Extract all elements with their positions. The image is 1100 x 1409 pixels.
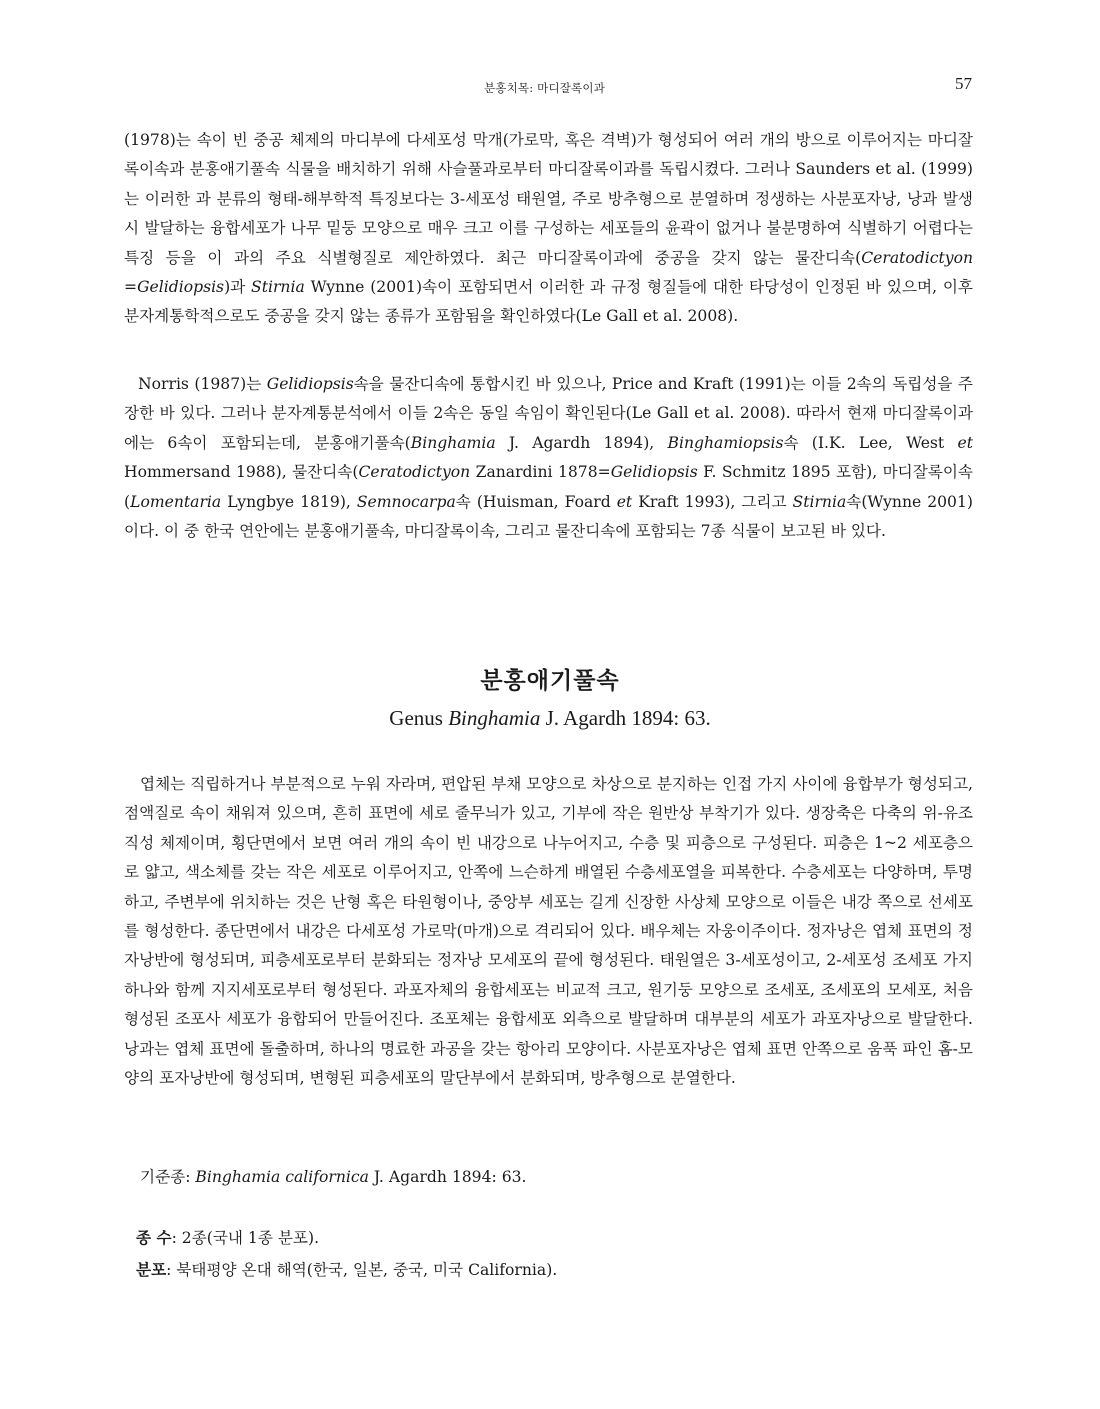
- text-run: 속을 물잔디속에 통합시킨 바 있으나, Price and Kraft (1991)는 이들 2속의 독립성을 주장한 바 있다. 그러나 분자계통분석에서 이들 2속은 동일 속임이 확인된다(Le Gall et al. 2008). 따라서 현재 마디잘록이과에는 6속이 포함되는데, 분홍애기풀속(: [124, 375, 973, 452]
- species-count-label: 종 수: [136, 1228, 172, 1247]
- text-run: F. Schmitz 1895 포함), 마디잘록이속(: [124, 463, 973, 511]
- text-run: )과: [224, 278, 252, 297]
- text-run: (1978)는 속이 빈 중공 체제의 마디부에 다세포성 막개(가로막, 혹은 격벽)가 형성되어 여러 개의 방으로 이루어지는 마디잘록이속과 분홍애기풀속 식물을 배치하기 위해 사슬풀과로부터 마디잘록이과를 독립시켰다. 그러나 Saunders et al. (1999)는 이러한 과 분류의 형태-해부학적 특징보다는 3-세포성 태원열, 주로 방추형으로 분열하며 정생하는 사분포자낭, 낭과 발생 시 발달하는 융합세포가 나무 밑둥 모양으로 매우 크고 이를 구성하는 세포들의 윤곽이 없거나 불분명하여 식별하기 어렵다는 특징 등을 이 과의 주요 식별형질로 제안하였다. 최근 마디잘록이과에 중공을 갖지 않는 물잔디속(: [124, 131, 973, 267]
- italic-text-run: Gelidiopsis: [610, 463, 698, 482]
- italic-text-run: Stirnia: [792, 492, 847, 511]
- page-number: 57: [955, 74, 972, 93]
- intro-paragraph-1: [124, 126, 973, 332]
- text-run: J. Agardh 1894),: [495, 433, 668, 452]
- italic-text-run: Binghamia californica: [195, 1168, 369, 1186]
- text-run: Genus: [389, 706, 449, 730]
- genus-description: [124, 770, 973, 1093]
- text-run: 기준종:: [140, 1168, 196, 1186]
- running-header: [0, 74, 1100, 98]
- italic-text-run: Ceratodictyon: [358, 463, 471, 482]
- text-run: 속 (I.K. Lee, West: [783, 433, 958, 452]
- italic-text-run: Binghamia: [410, 433, 496, 452]
- species-count: [136, 1226, 319, 1248]
- text-run: Hommersand 1988), 물잔디속(: [124, 463, 359, 482]
- text-run: Norris (1987)는: [138, 375, 267, 393]
- text-run: Kraft 1993), 그리고: [632, 492, 793, 511]
- genus-title-latin: [0, 706, 1100, 731]
- italic-text-run: et: [616, 492, 633, 511]
- text-run: J. Agardh 1894: 63.: [540, 706, 711, 730]
- text-run: Zanardini 1878=: [470, 463, 611, 482]
- distribution: [136, 1258, 557, 1280]
- text-run: 엽체는 직립하거나 부분적으로 누워 자라며, 편압된 부채 모양으로 차상으로 분지하는 인접 가지 사이에 융합부가 형성되고, 점액질로 속이 채워져 있으며, 흔히 표면에 세로 줄무늬가 있고, 기부에 작은 원반상 부착기가 있다. 생장축은 다축의 위-유조직성 체제이며, 횡단면에서 보면 여러 개의 속이 빈 내강으로 나누어지고, 수층 및 피층으로 구성된다. 피층은 1~2 세포층으로 얇고, 색소체를 갖는 작은 세포로 이루어지고, 안쪽에 느슨하게 배열된 수층세포열을 피복한다. 수층세포는 다양하며, 투명하고, 주변부에 위치하는 것은 난형 혹은 타원형이나, 중앙부 세포는 길게 신장한 사상체 모양으로 이들은 내강 쪽으로 선세포를 형성한다. 종단면에서 내강은 다세포성 가로막(마개)으로 격리되어 있다. 배우체는 자웅이주이다. 정자낭은 엽체 표면의 정자낭반에 형성되며, 피층세포로부터 분화되는 정자낭 모세포의 끝에 형성된다. 태원열은 3-세포성이고, 2-세포성 조세포 가지 하나와 함께 지지세포로부터 형성된다. 과포자체의 융합세포는 비교적 크고, 원기둥 모양으로 조세포, 조세포의 모세포, 처음 형성된 조포사 세포가 융합되어 만들어진다. 조포체는 융합세포 외측으로 발달하며 대부분의 세포가 과포자낭으로 발달한다. 낭과는 엽체 표면에 돌출하며, 하나의 명료한 과공을 갖는 항아리 모양이다. 사분포자낭은 엽체 표면 안쪽으로 움푹 파인 홈-모양의 포자낭반에 형성되며, 변형된 피층세포의 말단부에서 분화되며, 방추형으로 분열한다.: [124, 775, 973, 1088]
- italic-text-run: Ceratodictyon =Gelidiopsis: [124, 248, 973, 297]
- italic-text-run: Semnocarpa: [356, 492, 456, 511]
- text-run: 속(Wynne 2001)이다. 이 중 한국 연안에는 분홍애기풀속, 마디잘록이속, 그리고 물잔디속에 포함되는 7종 식물이 보고된 바 있다.: [124, 492, 973, 541]
- distribution-label: 분포: [136, 1260, 167, 1279]
- italic-text-run: Binghamia: [448, 706, 541, 730]
- text-run: J. Agardh 1894: 63.: [368, 1168, 527, 1186]
- italic-text-run: et: [957, 433, 973, 452]
- italic-text-run: Binghamiopsis: [667, 433, 784, 452]
- text-run: 속 (Huisman, Foard: [455, 492, 617, 511]
- running-title: 분홍치목: 마디잘록이과: [484, 81, 606, 95]
- species-count-value: : 2종(국내 1종 분포).: [171, 1229, 320, 1247]
- type-species: [140, 1165, 527, 1187]
- italic-text-run: Stirnia: [251, 278, 305, 297]
- italic-text-run: Lomentaria: [130, 492, 222, 511]
- italic-text-run: Gelidiopsis: [266, 375, 354, 393]
- distribution-value: : 북태평양 온대 해역(한국, 일본, 중국, 미국 California).: [166, 1261, 558, 1279]
- text-run: Lyngbye 1819),: [221, 492, 357, 511]
- text-run: Wynne (2001)속이 포함되면서 이러한 과 규정 형질들에 대한 타당성이 인정된 바 있으며, 이후 분자계통학적으로도 중공을 갖지 않는 종류가 포함됨을 확인하였다(Le Gall et al. 2008).: [124, 278, 973, 326]
- intro-paragraph-2: [124, 370, 973, 546]
- genus-title-korean: 분홍애기풀속: [480, 667, 620, 694]
